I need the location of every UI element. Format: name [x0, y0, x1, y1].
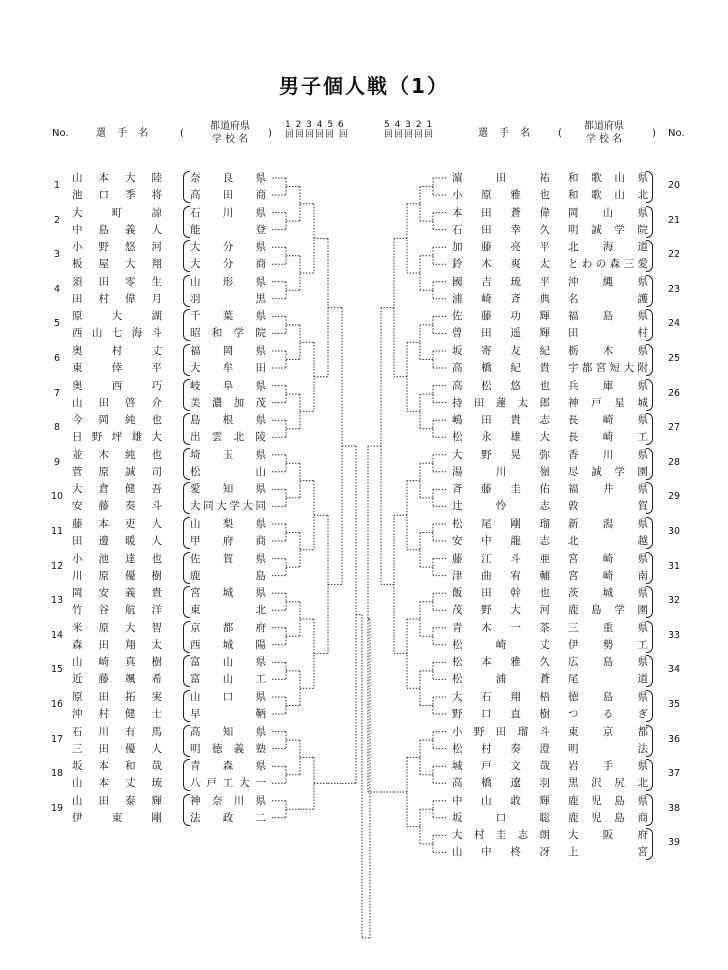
affiliation: 北 海 道	[568, 241, 648, 254]
affiliation: 大 同 大 学 大 同	[190, 500, 266, 513]
affiliation: 長 崎 県	[568, 414, 648, 427]
affiliation: 福 岡 県	[190, 345, 266, 357]
affiliation: 長 崎 工	[568, 431, 648, 444]
affiliation: 栃 木 県	[568, 345, 648, 357]
entry-number: 12	[50, 560, 64, 572]
entry-number: 23	[667, 283, 681, 295]
entry-number: 33	[667, 629, 681, 641]
player-name: 松 本 雅 久	[452, 656, 550, 669]
player-name: 本 田 蒼 偉	[452, 206, 550, 219]
entry-number: 24	[667, 318, 681, 330]
affiliation: 大 分 県	[190, 241, 266, 254]
entry-number: 3	[53, 249, 61, 261]
player-name: 安 中 龍 志	[452, 535, 550, 547]
player-name: 小 野 田 瑠 斗	[452, 725, 550, 738]
affiliation: 能 登	[190, 223, 266, 236]
header-paren-close-right: )	[652, 128, 656, 139]
affiliation: 早 鞆	[190, 708, 266, 720]
player-name: 松 崎 丈	[452, 638, 550, 651]
entry-number: 31	[667, 560, 681, 572]
affiliation: 兵 庫 県	[568, 379, 648, 392]
player-name: 加 藤 亮 平	[452, 241, 550, 254]
affiliation: 出 雲 北 陵	[190, 431, 266, 444]
affiliation: 美 濃 加 茂	[190, 396, 266, 409]
player-name: 鈴 木 爽 太	[452, 258, 550, 271]
player-name: 小 原 雅 也	[452, 189, 550, 201]
player-name: 小 池 達 也	[72, 552, 162, 565]
entry-number: 14	[50, 629, 64, 641]
player-name: 川 原 優 樹	[72, 569, 162, 582]
header-paren-close-left: )	[268, 128, 272, 139]
entry-number: 32	[667, 595, 681, 607]
header-no-right: No.	[668, 128, 685, 139]
entry-number: 28	[667, 456, 681, 468]
affiliation: 佐 賀 県	[190, 552, 266, 565]
affiliation: 羽 黒	[190, 292, 266, 305]
player-name: 石 田 幸 久	[452, 223, 550, 236]
player-name: 中 島 義 人	[72, 223, 162, 236]
player-name: 辻 怜 志	[452, 500, 550, 513]
page-title: 男子個人戦（1）	[279, 74, 449, 98]
affiliation: 福 井 県	[568, 483, 648, 496]
player-name: 大 村 圭 志 朗	[452, 829, 550, 842]
entry-number: 13	[50, 595, 64, 607]
player-name: 濵 田 祐	[452, 172, 550, 184]
affiliation: 岩 手 県	[568, 760, 648, 773]
entry-number: 26	[667, 387, 681, 399]
affiliation: 新 潟 県	[568, 518, 648, 530]
entry-number: 17	[50, 733, 64, 745]
affiliation: 神 奈 川 県	[190, 794, 266, 807]
header-player-name-right: 選 手 名	[478, 128, 535, 139]
header-player-name-left: 選 手 名	[96, 128, 153, 139]
affiliation: 昭 和 学 院	[190, 327, 266, 340]
affiliation: 宮 崎 南	[568, 569, 648, 582]
player-name: 嶋 田 貴 志	[452, 414, 550, 427]
player-name: 伊 東 剛	[72, 811, 162, 824]
affiliation: 西 城 陽	[190, 638, 266, 651]
affiliation: と わ の 森 三 愛	[568, 258, 648, 271]
entry-number: 34	[667, 664, 681, 676]
affiliation: 島 根 県	[190, 414, 266, 427]
affiliation: 田 村	[568, 327, 648, 340]
affiliation: 和 歌 山 県	[568, 172, 648, 184]
player-name: 坂 口 聡	[452, 811, 550, 824]
player-name: 小 野 悠 河	[72, 241, 162, 254]
affiliation: 山 梨 県	[190, 518, 266, 530]
affiliation: 宮 崎 県	[568, 552, 648, 565]
entry-number: 38	[667, 802, 681, 814]
affiliation: 鹿 島	[190, 569, 266, 582]
entry-number: 29	[667, 491, 681, 503]
affiliation: 尽 誠 学 園	[568, 465, 648, 478]
entry-number: 5	[53, 318, 61, 330]
entry-number: 36	[667, 733, 681, 745]
rounds-left-bottom: 回回回回回 回	[285, 130, 349, 140]
affiliation: 大 阪 府	[568, 829, 648, 842]
affiliation: 奈 良 県	[190, 172, 266, 184]
affiliation: 尾 道	[568, 673, 648, 686]
affiliation: 愛 知 県	[190, 483, 266, 496]
affiliation: 茨 城 県	[568, 587, 648, 600]
affiliation: 富 山 工	[190, 673, 266, 686]
player-name: 松 村 奏 澄	[452, 742, 550, 755]
player-name: 近 藤 颯 希	[72, 673, 162, 686]
affiliation: 福 島 県	[568, 310, 648, 323]
player-name: 城 戸 文 哉	[452, 760, 550, 773]
rounds-left-top: 1 2 3 4 5 6	[285, 120, 345, 130]
entry-number: 4	[53, 283, 61, 295]
player-name: 須 田 零 生	[72, 275, 162, 288]
affiliation: 三 重 県	[568, 621, 648, 634]
player-name: 東 倖 平	[72, 362, 162, 374]
affiliation: 青 森 県	[190, 760, 266, 773]
entry-number: 30	[667, 526, 681, 537]
affiliation: つ る ぎ	[568, 708, 648, 720]
player-name: 曾 田 遥 輝	[452, 327, 550, 340]
player-name: 青 木 一 茶	[452, 621, 550, 634]
player-name: 山 本 丈 琉	[72, 777, 162, 790]
player-name: 奥 村 丈	[72, 345, 162, 357]
player-name: 原 田 拓 実	[72, 691, 162, 703]
affiliation: 和 歌 山 北	[568, 189, 648, 201]
affiliation: 鹿 児 島 商	[568, 811, 648, 824]
player-name: 岡 安 義 貴	[72, 587, 162, 600]
affiliation: 埼 玉 県	[190, 448, 266, 461]
affiliation: 名 護	[568, 292, 648, 305]
player-name: 日 野 坪 雄 大	[72, 431, 162, 444]
player-name: 飯 田 幹 也	[452, 587, 550, 600]
affiliation: 明 誠 学 院	[568, 223, 648, 236]
player-name: 並 木 純 也	[72, 448, 162, 461]
header-pref-line2-right: 学 校 名	[585, 134, 623, 145]
affiliation: 神 戸 星 城	[568, 396, 648, 409]
player-name: 山 田 泰 輝	[72, 794, 162, 807]
player-name: 三 田 優 人	[72, 742, 162, 755]
affiliation: 黒 沢 尻 北	[568, 777, 648, 790]
player-name: 坂 本 和 哉	[72, 760, 162, 773]
header-pref-line1-right: 都道府県	[584, 121, 624, 132]
player-name: 沖 村 健 士	[72, 708, 162, 720]
affiliation: 富 山 県	[190, 656, 266, 669]
player-name: 松 永 雄 大	[452, 431, 550, 444]
player-name: 大 倉 健 吾	[72, 483, 162, 496]
header-paren-open-right: (	[558, 128, 562, 139]
player-name: 松 浦 蒼	[452, 673, 550, 686]
player-name: 大 石 翔 梧	[452, 691, 550, 703]
player-name: 中 山 敢 輝	[452, 794, 550, 807]
entry-number: 37	[667, 768, 681, 780]
entry-number: 10	[50, 491, 64, 503]
affiliation: 大 分 商	[190, 258, 266, 271]
affiliation: 千 葉 県	[190, 310, 266, 323]
header-pref-line1-left: 都道府県	[210, 121, 250, 132]
entry-number: 35	[667, 699, 681, 710]
entry-number: 20	[667, 180, 681, 191]
affiliation: 甲 府 商	[190, 535, 266, 547]
player-name: 安 藤 奏 斗	[72, 500, 162, 513]
affiliation: 高 田 商	[190, 189, 266, 201]
affiliation: 岡 山 県	[568, 206, 648, 219]
player-name: 池 口 季 将	[72, 189, 162, 201]
affiliation: 宮 城 県	[190, 587, 266, 600]
player-name: 斉 藤 圭 佑	[452, 483, 550, 496]
player-name: 坂 寄 友 紀	[452, 345, 550, 357]
affiliation: 石 川 県	[190, 206, 266, 219]
player-name: 竹 谷 航 洋	[72, 604, 162, 617]
player-name: 佐 藤 功 輝	[452, 310, 550, 323]
header-pref-line2-left: 学 校 名	[211, 134, 249, 145]
affiliation: 香 川 県	[568, 448, 648, 461]
entry-number: 21	[667, 214, 681, 226]
player-name: 原 大 湖	[72, 310, 162, 323]
affiliation: 上 宮	[568, 846, 648, 859]
affiliation: 松 山	[190, 465, 266, 478]
affiliation: 東 京 都	[568, 725, 648, 738]
player-name: 山 本 大 陸	[72, 172, 162, 184]
player-name: 藤 本 吏 人	[72, 518, 162, 530]
entry-number: 2	[53, 214, 61, 226]
affiliation: 広 島 県	[568, 656, 648, 669]
player-name: 浦 崎 斉 典	[452, 292, 550, 305]
affiliation: 大 牟 田	[190, 362, 266, 374]
entry-number: 27	[667, 422, 681, 434]
affiliation: 東 北	[190, 604, 266, 617]
affiliation: 沖 縄 県	[568, 275, 648, 288]
affiliation: 山 形 県	[190, 275, 266, 288]
player-name: 國 吉 琉 平	[452, 275, 550, 288]
player-name: 今 岡 純 也	[72, 414, 162, 427]
entry-number: 6	[53, 353, 61, 364]
player-name: 持 田 蓮 太 郎	[452, 396, 550, 409]
player-name: 藤 江 斗 亜	[452, 552, 550, 565]
rounds-right-top: 5 4 3 2 1	[384, 120, 434, 130]
player-name: 森 田 翔 太	[72, 638, 162, 651]
player-name: 野 口 直 樹	[452, 708, 550, 720]
player-name: 石 川 有 馬	[72, 725, 162, 738]
entry-number: 15	[50, 664, 64, 676]
affiliation: 京 都 府	[190, 621, 266, 634]
player-name: 松 尾 剛 瑠	[452, 518, 550, 530]
affiliation: 明 徳 義 塾	[190, 742, 266, 755]
player-name: 高 橋 遼 羽	[452, 777, 550, 790]
affiliation: 伊 勢 工	[568, 638, 648, 651]
entry-number: 7	[53, 387, 61, 399]
player-name: 大 町 諒	[72, 206, 162, 219]
player-name: 奥 西 巧	[72, 379, 162, 392]
entry-number: 39	[667, 837, 681, 849]
player-name: 板 屋 大 翔	[72, 258, 162, 271]
entry-number: 1	[53, 180, 61, 191]
player-name: 湯 川 嶺	[452, 465, 550, 478]
affiliation: 高 知 県	[190, 725, 266, 738]
affiliation: 宇 都 宮 短 大 附	[568, 362, 648, 374]
player-name: 山 田 啓 介	[72, 396, 162, 409]
header-no-left: No.	[52, 128, 69, 139]
entry-number: 22	[667, 249, 681, 261]
entry-number: 16	[50, 699, 64, 710]
entry-number: 19	[50, 802, 64, 814]
affiliation: 法 政 二	[190, 811, 266, 824]
affiliation: 山 口 県	[190, 691, 266, 703]
affiliation: 八 戸 工 大 一	[190, 777, 266, 790]
entry-number: 18	[50, 768, 64, 780]
player-name: 山 中 柊 冴	[452, 846, 550, 859]
entry-number: 9	[53, 456, 61, 468]
rounds-right-bottom: 回回回回回	[384, 130, 435, 140]
player-name: 米 原 大 智	[72, 621, 162, 634]
player-name: 菅 原 誠 司	[72, 465, 162, 478]
affiliation: 鹿 児 島 県	[568, 794, 648, 807]
affiliation: 鹿 島 学 園	[568, 604, 648, 617]
player-name: 茂 野 大 河	[452, 604, 550, 617]
affiliation: 岐 阜 県	[190, 379, 266, 392]
player-name: 高 橋 紀 貴	[452, 362, 550, 374]
entry-number: 25	[667, 353, 681, 364]
affiliation: 敦 賀	[568, 500, 648, 513]
affiliation: 北 越	[568, 535, 648, 547]
player-name: 田 邊 暖 人	[72, 535, 162, 547]
player-name: 山 崎 真 樹	[72, 656, 162, 669]
player-name: 津 曲 宥 輔	[452, 569, 550, 582]
affiliation: 徳 島 県	[568, 691, 648, 703]
header-paren-open-left: (	[180, 128, 184, 139]
player-name: 大 野 晃 弥	[452, 448, 550, 461]
player-name: 高 松 悠 也	[452, 379, 550, 392]
player-name: 田 村 偉 月	[72, 292, 162, 305]
player-name: 西 山 七 海 斗	[72, 327, 162, 340]
entry-number: 11	[50, 526, 64, 537]
affiliation: 明 法	[568, 742, 648, 755]
entry-number: 8	[53, 422, 61, 434]
